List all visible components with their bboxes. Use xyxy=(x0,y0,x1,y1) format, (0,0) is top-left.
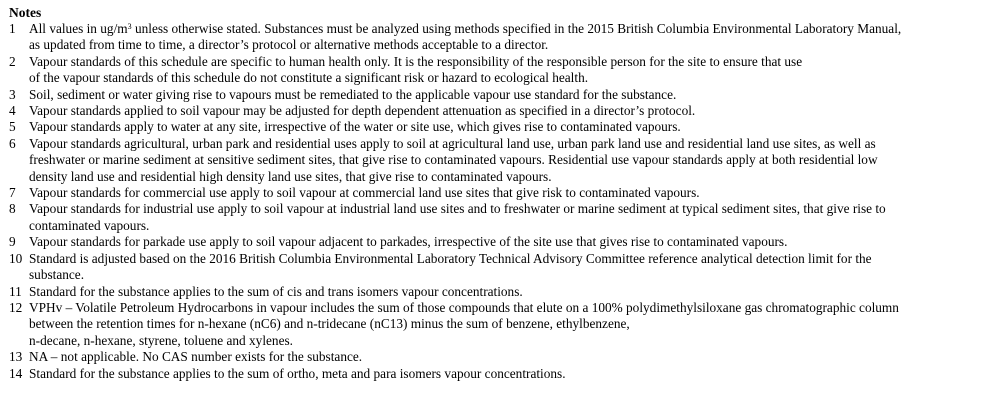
note-number: 11 xyxy=(9,283,22,299)
note-line: Standard is adjusted based on the 2016 British Columbia Environmental Laboratory Technical Advisory Committee reference analytical detection limit for the xyxy=(29,250,872,266)
note-number: 8 xyxy=(9,201,16,217)
note-number: 6 xyxy=(9,135,16,151)
note-item xyxy=(9,21,1000,54)
note-item xyxy=(9,366,1000,382)
notes-list xyxy=(9,21,1000,382)
note-text xyxy=(29,136,1000,185)
note-number: 1 xyxy=(9,21,16,36)
note-number: 7 xyxy=(9,185,16,201)
note-line: Vapour standards applied to soil vapour may be adjusted for depth dependent attenuation as specified in a director’s protocol. xyxy=(29,103,696,119)
note-line: Standard for the substance applies to the sum of ortho, meta and para isomers vapour concentrations. xyxy=(29,365,566,381)
note-text xyxy=(29,119,1000,135)
note-text xyxy=(29,234,1000,250)
note-item xyxy=(9,251,1000,284)
note-text xyxy=(29,251,1000,284)
note-line: density land use and residential high density land use sites, that give rise to contaminated vapours. xyxy=(29,168,552,184)
note-item xyxy=(9,87,1000,103)
note-line: as updated from time to time, a director’s protocol or alternative methods acceptable to a director. xyxy=(29,37,549,53)
notes-title: Notes xyxy=(9,5,42,20)
note-text xyxy=(29,185,1000,201)
note-line: Vapour standards of this schedule are specific to human health only. It is the responsibility of the responsible person for the site to ensure that use xyxy=(29,53,803,69)
note-text xyxy=(29,103,1000,119)
note-number: 12 xyxy=(9,299,23,315)
note-number: 13 xyxy=(9,349,23,365)
note-number: 10 xyxy=(9,250,23,266)
note-item xyxy=(9,300,1000,349)
note-text xyxy=(29,87,1000,103)
note-item xyxy=(9,234,1000,250)
note-line: Standard for the substance applies to the sum of cis and trans isomers vapour concentrations. xyxy=(29,283,523,299)
note-line: Vapour standards agricultural, urban park and residential uses apply to soil at agricultural land use, urban park land use and residential land use sites, as well as xyxy=(29,135,876,151)
note-item xyxy=(9,185,1000,201)
note-item xyxy=(9,136,1000,185)
note-item xyxy=(9,119,1000,135)
note-number: 4 xyxy=(9,103,16,119)
note-line: Soil, sediment or water giving rise to vapours must be remediated to the applicable vapour use standard for the substance. xyxy=(29,86,677,102)
note-number: 14 xyxy=(9,365,23,381)
note-line: Vapour standards apply to water at any site, irrespective of the water or site use, which gives rise to contaminated vapours. xyxy=(29,119,681,135)
note-item xyxy=(9,201,1000,234)
note-item xyxy=(9,349,1000,365)
note-line: contaminated vapours. xyxy=(29,217,150,233)
note-text xyxy=(29,300,1000,349)
note-number: 5 xyxy=(9,119,16,135)
note-line: unless otherwise stated. Substances must be analyzed using methods specified in the 2015 British Columbia Environmental Laboratory Manual, xyxy=(131,21,902,36)
note-text xyxy=(29,284,1000,300)
note-line: NA – not applicable. No CAS number exists for the substance. xyxy=(29,349,363,365)
superscript-exponent: 3 xyxy=(127,22,132,31)
note-text xyxy=(29,54,1000,87)
note-line: VPHv – Volatile Petroleum Hydrocarbons in vapour includes the sum of those compounds that elute on a 100% polydimethylsiloxane gas chromatographic column xyxy=(29,299,899,315)
note-line: Vapour standards for industrial use apply to soil vapour at industrial land use sites and to freshwater or marine sediment at typical sediment sites, that give rise to xyxy=(29,201,886,217)
note-line: Vapour standards for commercial use apply to soil vapour at commercial land use sites that give risk to contaminated vapours. xyxy=(29,185,700,201)
note-text xyxy=(29,201,1000,234)
note-line: n-decane, n-hexane, styrene, toluene and xylenes. xyxy=(29,332,293,348)
note-item xyxy=(9,54,1000,87)
note-item xyxy=(9,103,1000,119)
note-text xyxy=(29,366,1000,382)
note-text xyxy=(29,21,1000,54)
note-line: freshwater or marine sediment at sensitive sediment sites, that give rise to contaminated vapours. Residential use vapour standards apply at both residential low xyxy=(29,152,878,168)
note-line: All values in ug/m xyxy=(29,21,128,36)
note-text xyxy=(29,349,1000,365)
note-number: 9 xyxy=(9,234,16,250)
note-number: 2 xyxy=(9,53,16,69)
note-line: between the retention times for n-hexane (nC6) and n-tridecane (nC13) minus the sum of benzene, ethylbenzene, xyxy=(29,316,630,332)
note-line: substance. xyxy=(29,267,85,283)
note-number: 3 xyxy=(9,86,16,102)
note-line: of the vapour standards of this schedule do not constitute a significant risk or hazard to ecological health. xyxy=(29,70,589,86)
note-item xyxy=(9,284,1000,300)
note-line: Vapour standards for parkade use apply to soil vapour adjacent to parkades, irrespective of the site use that gives rise to contaminated vapours. xyxy=(29,234,788,250)
